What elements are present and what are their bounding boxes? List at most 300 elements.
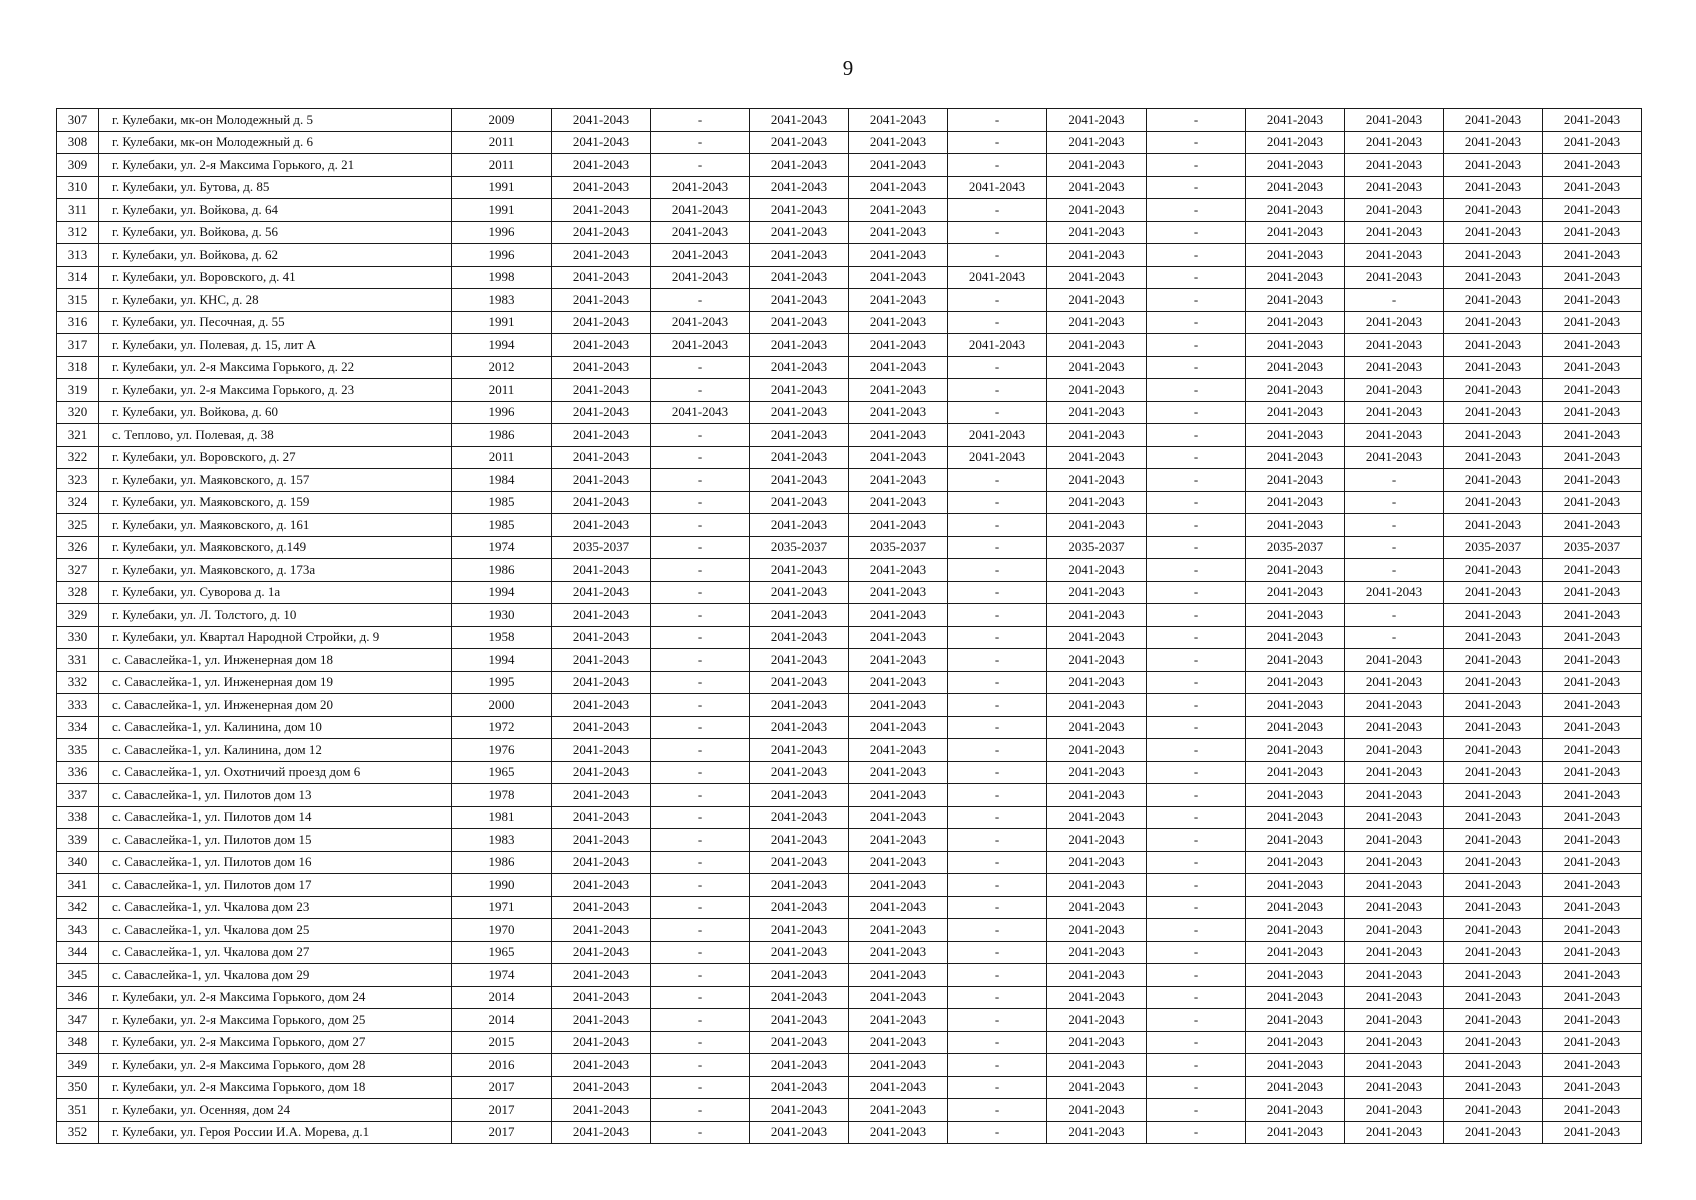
period-cell-10: 2041-2043 [1444, 446, 1543, 469]
period-cell-4: 2041-2043 [849, 401, 948, 424]
period-cell-2: - [651, 491, 750, 514]
period-cell-9: - [1345, 536, 1444, 559]
period-cell-7: - [1147, 379, 1246, 402]
period-cell-10: 2041-2043 [1444, 154, 1543, 177]
period-cell-3: 2041-2043 [750, 626, 849, 649]
period-cell-9: 2041-2043 [1345, 1076, 1444, 1099]
period-cell-9: 2041-2043 [1345, 694, 1444, 717]
period-cell-6: 2041-2043 [1047, 626, 1147, 649]
period-cell-5: - [948, 131, 1047, 154]
period-cell-1: 2041-2043 [552, 221, 651, 244]
period-cell-1: 2041-2043 [552, 559, 651, 582]
period-cell-10: 2041-2043 [1444, 1054, 1543, 1077]
period-cell-3: 2041-2043 [750, 356, 849, 379]
period-cell-2: - [651, 1031, 750, 1054]
period-cell-1: 2041-2043 [552, 514, 651, 537]
year-built-cell: 2014 [452, 1009, 552, 1032]
period-cell-10: 2041-2043 [1444, 356, 1543, 379]
row-number-cell: 341 [57, 874, 99, 897]
address-cell: г. Кулебаки, ул. 2-я Максима Горького, д. 23 [99, 379, 452, 402]
period-cell-8: 2041-2043 [1246, 356, 1345, 379]
period-cell-9: - [1345, 626, 1444, 649]
period-cell-7: - [1147, 469, 1246, 492]
period-cell-7: - [1147, 896, 1246, 919]
period-cell-4: 2041-2043 [849, 761, 948, 784]
year-built-cell: 2011 [452, 154, 552, 177]
period-cell-6: 2041-2043 [1047, 694, 1147, 717]
period-cell-3: 2041-2043 [750, 896, 849, 919]
row-number-cell: 344 [57, 941, 99, 964]
period-cell-1: 2041-2043 [552, 964, 651, 987]
table-row [57, 356, 1642, 379]
period-cell-7: - [1147, 581, 1246, 604]
period-cell-9: 2041-2043 [1345, 244, 1444, 267]
period-cell-11: 2041-2043 [1543, 131, 1642, 154]
period-cell-8: 2041-2043 [1246, 469, 1345, 492]
period-cell-1: 2041-2043 [552, 851, 651, 874]
period-cell-2: - [651, 1009, 750, 1032]
period-cell-7: - [1147, 1054, 1246, 1077]
period-cell-5: - [948, 536, 1047, 559]
period-cell-2: - [651, 1099, 750, 1122]
row-number-cell: 346 [57, 986, 99, 1009]
table-row [57, 514, 1642, 537]
period-cell-3: 2041-2043 [750, 199, 849, 222]
year-built-cell: 1970 [452, 919, 552, 942]
period-cell-4: 2041-2043 [849, 424, 948, 447]
row-number-cell: 338 [57, 806, 99, 829]
period-cell-1: 2041-2043 [552, 761, 651, 784]
period-cell-11: 2041-2043 [1543, 919, 1642, 942]
period-cell-2: - [651, 289, 750, 312]
address-cell: с. Саваслейка-1, ул. Инженерная дом 19 [99, 671, 452, 694]
period-cell-11: 2041-2043 [1543, 671, 1642, 694]
period-cell-1: 2041-2043 [552, 1099, 651, 1122]
period-cell-9: 2041-2043 [1345, 176, 1444, 199]
period-cell-3: 2041-2043 [750, 514, 849, 537]
period-cell-8: 2041-2043 [1246, 446, 1345, 469]
address-cell: г. Кулебаки, ул. Суворова д. 1а [99, 581, 452, 604]
period-cell-8: 2041-2043 [1246, 131, 1345, 154]
period-cell-7: - [1147, 1009, 1246, 1032]
table-body [57, 109, 1642, 1144]
period-cell-6: 2041-2043 [1047, 424, 1147, 447]
period-cell-2: - [651, 671, 750, 694]
period-cell-6: 2041-2043 [1047, 716, 1147, 739]
period-cell-11: 2041-2043 [1543, 874, 1642, 897]
period-cell-9: - [1345, 514, 1444, 537]
period-cell-7: - [1147, 289, 1246, 312]
period-cell-11: 2041-2043 [1543, 109, 1642, 132]
period-cell-3: 2041-2043 [750, 221, 849, 244]
period-cell-6: 2041-2043 [1047, 896, 1147, 919]
period-cell-7: - [1147, 491, 1246, 514]
year-built-cell: 1978 [452, 784, 552, 807]
period-cell-7: - [1147, 424, 1246, 447]
period-cell-8: 2041-2043 [1246, 941, 1345, 964]
period-cell-6: 2041-2043 [1047, 334, 1147, 357]
address-cell: г. Кулебаки, ул. Воровского, д. 41 [99, 266, 452, 289]
period-cell-6: 2041-2043 [1047, 874, 1147, 897]
period-cell-3: 2041-2043 [750, 1099, 849, 1122]
period-cell-9: 2041-2043 [1345, 334, 1444, 357]
address-cell: с. Саваслейка-1, ул. Пилотов дом 14 [99, 806, 452, 829]
period-cell-6: 2041-2043 [1047, 266, 1147, 289]
year-built-cell: 1998 [452, 266, 552, 289]
period-cell-11: 2041-2043 [1543, 784, 1642, 807]
period-cell-2: - [651, 131, 750, 154]
period-cell-9: 2041-2043 [1345, 581, 1444, 604]
year-built-cell: 1996 [452, 401, 552, 424]
period-cell-11: 2041-2043 [1543, 289, 1642, 312]
period-cell-9: 2041-2043 [1345, 424, 1444, 447]
period-cell-4: 2035-2037 [849, 536, 948, 559]
period-cell-10: 2041-2043 [1444, 469, 1543, 492]
year-built-cell: 1995 [452, 671, 552, 694]
period-cell-8: 2041-2043 [1246, 244, 1345, 267]
row-number-cell: 320 [57, 401, 99, 424]
period-cell-9: 2041-2043 [1345, 1009, 1444, 1032]
row-number-cell: 309 [57, 154, 99, 177]
period-cell-5: - [948, 1031, 1047, 1054]
period-cell-10: 2041-2043 [1444, 626, 1543, 649]
table-row [57, 694, 1642, 717]
period-cell-10: 2041-2043 [1444, 131, 1543, 154]
period-cell-5: 2041-2043 [948, 424, 1047, 447]
period-cell-3: 2041-2043 [750, 806, 849, 829]
period-cell-10: 2041-2043 [1444, 896, 1543, 919]
period-cell-9: 2041-2043 [1345, 784, 1444, 807]
period-cell-10: 2041-2043 [1444, 1009, 1543, 1032]
period-cell-1: 2041-2043 [552, 356, 651, 379]
period-cell-1: 2041-2043 [552, 649, 651, 672]
period-cell-4: 2041-2043 [849, 941, 948, 964]
address-cell: г. Кулебаки, ул. Воровского, д. 27 [99, 446, 452, 469]
period-cell-10: 2041-2043 [1444, 401, 1543, 424]
period-cell-2: - [651, 1076, 750, 1099]
period-cell-1: 2041-2043 [552, 446, 651, 469]
period-cell-3: 2041-2043 [750, 919, 849, 942]
period-cell-9: 2041-2043 [1345, 941, 1444, 964]
year-built-cell: 2017 [452, 1121, 552, 1144]
table-row [57, 176, 1642, 199]
period-cell-1: 2041-2043 [552, 626, 651, 649]
table-row [57, 716, 1642, 739]
period-cell-4: 2041-2043 [849, 1076, 948, 1099]
period-cell-5: - [948, 1076, 1047, 1099]
period-cell-5: - [948, 784, 1047, 807]
period-cell-6: 2041-2043 [1047, 784, 1147, 807]
address-cell: г. Кулебаки, мк-он Молодежный д. 6 [99, 131, 452, 154]
period-cell-10: 2041-2043 [1444, 1076, 1543, 1099]
period-cell-4: 2041-2043 [849, 829, 948, 852]
period-cell-3: 2041-2043 [750, 446, 849, 469]
period-cell-3: 2041-2043 [750, 604, 849, 627]
row-number-cell: 340 [57, 851, 99, 874]
period-cell-11: 2035-2037 [1543, 536, 1642, 559]
period-cell-6: 2041-2043 [1047, 1031, 1147, 1054]
period-cell-4: 2041-2043 [849, 1099, 948, 1122]
period-cell-2: - [651, 154, 750, 177]
period-cell-8: 2041-2043 [1246, 491, 1345, 514]
address-cell: г. Кулебаки, ул. 2-я Максима Горького, дом 27 [99, 1031, 452, 1054]
period-cell-6: 2041-2043 [1047, 581, 1147, 604]
period-cell-10: 2041-2043 [1444, 829, 1543, 852]
period-cell-3: 2041-2043 [750, 964, 849, 987]
period-cell-11: 2041-2043 [1543, 649, 1642, 672]
period-cell-8: 2041-2043 [1246, 401, 1345, 424]
period-cell-11: 2041-2043 [1543, 446, 1642, 469]
table-row [57, 446, 1642, 469]
period-cell-9: 2041-2043 [1345, 806, 1444, 829]
period-cell-4: 2041-2043 [849, 716, 948, 739]
period-cell-5: - [948, 626, 1047, 649]
address-cell: с. Саваслейка-1, ул. Чкалова дом 29 [99, 964, 452, 987]
period-cell-5: - [948, 851, 1047, 874]
period-cell-9: 2041-2043 [1345, 266, 1444, 289]
period-cell-4: 2041-2043 [849, 581, 948, 604]
period-cell-3: 2041-2043 [750, 761, 849, 784]
period-cell-5: - [948, 761, 1047, 784]
period-cell-4: 2041-2043 [849, 671, 948, 694]
period-cell-10: 2041-2043 [1444, 851, 1543, 874]
period-cell-11: 2041-2043 [1543, 221, 1642, 244]
table-row [57, 626, 1642, 649]
period-cell-4: 2041-2043 [849, 986, 948, 1009]
period-cell-8: 2041-2043 [1246, 1031, 1345, 1054]
period-cell-7: - [1147, 649, 1246, 672]
period-cell-1: 2041-2043 [552, 1054, 651, 1077]
period-cell-1: 2041-2043 [552, 491, 651, 514]
row-number-cell: 331 [57, 649, 99, 672]
period-cell-8: 2041-2043 [1246, 874, 1345, 897]
period-cell-1: 2041-2043 [552, 154, 651, 177]
year-built-cell: 1958 [452, 626, 552, 649]
row-number-cell: 337 [57, 784, 99, 807]
period-cell-3: 2041-2043 [750, 424, 849, 447]
period-cell-1: 2041-2043 [552, 806, 651, 829]
period-cell-8: 2041-2043 [1246, 199, 1345, 222]
period-cell-11: 2041-2043 [1543, 154, 1642, 177]
period-cell-6: 2041-2043 [1047, 829, 1147, 852]
period-cell-6: 2041-2043 [1047, 289, 1147, 312]
period-cell-5: - [948, 604, 1047, 627]
period-cell-2: - [651, 514, 750, 537]
period-cell-7: - [1147, 131, 1246, 154]
year-built-cell: 2015 [452, 1031, 552, 1054]
address-cell: с. Саваслейка-1, ул. Калинина, дом 12 [99, 739, 452, 762]
period-cell-6: 2041-2043 [1047, 131, 1147, 154]
year-built-cell: 2017 [452, 1099, 552, 1122]
address-cell: г. Кулебаки, ул. Войкова, д. 60 [99, 401, 452, 424]
period-cell-7: - [1147, 626, 1246, 649]
period-cell-3: 2035-2037 [750, 536, 849, 559]
table-row [57, 266, 1642, 289]
address-cell: с. Саваслейка-1, ул. Пилотов дом 16 [99, 851, 452, 874]
table-row [57, 671, 1642, 694]
period-cell-4: 2041-2043 [849, 851, 948, 874]
year-built-cell: 1971 [452, 896, 552, 919]
period-cell-2: 2041-2043 [651, 176, 750, 199]
period-cell-11: 2041-2043 [1543, 311, 1642, 334]
row-number-cell: 311 [57, 199, 99, 222]
period-cell-11: 2041-2043 [1543, 469, 1642, 492]
period-cell-5: - [948, 356, 1047, 379]
period-cell-5: 2041-2043 [948, 446, 1047, 469]
period-cell-6: 2041-2043 [1047, 1076, 1147, 1099]
table-row [57, 199, 1642, 222]
period-cell-6: 2041-2043 [1047, 514, 1147, 537]
table-row [57, 401, 1642, 424]
row-number-cell: 348 [57, 1031, 99, 1054]
period-cell-10: 2041-2043 [1444, 289, 1543, 312]
period-cell-9: 2041-2043 [1345, 761, 1444, 784]
address-cell: г. Кулебаки, ул. Маяковского, д. 159 [99, 491, 452, 514]
period-cell-7: - [1147, 784, 1246, 807]
period-cell-8: 2041-2043 [1246, 559, 1345, 582]
period-cell-1: 2041-2043 [552, 941, 651, 964]
period-cell-10: 2041-2043 [1444, 266, 1543, 289]
period-cell-10: 2041-2043 [1444, 964, 1543, 987]
period-cell-7: - [1147, 266, 1246, 289]
period-cell-6: 2041-2043 [1047, 964, 1147, 987]
period-cell-10: 2041-2043 [1444, 604, 1543, 627]
period-cell-3: 2041-2043 [750, 649, 849, 672]
period-cell-3: 2041-2043 [750, 829, 849, 852]
period-cell-7: - [1147, 221, 1246, 244]
period-cell-2: - [651, 446, 750, 469]
year-built-cell: 1976 [452, 739, 552, 762]
row-number-cell: 327 [57, 559, 99, 582]
period-cell-6: 2041-2043 [1047, 356, 1147, 379]
period-cell-3: 2041-2043 [750, 131, 849, 154]
period-cell-11: 2041-2043 [1543, 199, 1642, 222]
period-cell-2: - [651, 919, 750, 942]
period-cell-1: 2041-2043 [552, 401, 651, 424]
period-cell-8: 2041-2043 [1246, 986, 1345, 1009]
row-number-cell: 329 [57, 604, 99, 627]
period-cell-9: 2041-2043 [1345, 311, 1444, 334]
period-cell-7: - [1147, 739, 1246, 762]
period-cell-11: 2041-2043 [1543, 1076, 1642, 1099]
period-cell-1: 2041-2043 [552, 739, 651, 762]
period-cell-8: 2041-2043 [1246, 964, 1345, 987]
period-cell-5: - [948, 581, 1047, 604]
address-cell: г. Кулебаки, ул. Маяковского, д. 173а [99, 559, 452, 582]
period-cell-7: - [1147, 761, 1246, 784]
period-cell-4: 2041-2043 [849, 919, 948, 942]
period-cell-4: 2041-2043 [849, 896, 948, 919]
row-number-cell: 333 [57, 694, 99, 717]
period-cell-5: - [948, 469, 1047, 492]
table-row [57, 851, 1642, 874]
period-cell-10: 2041-2043 [1444, 694, 1543, 717]
period-cell-5: - [948, 649, 1047, 672]
period-cell-7: - [1147, 1076, 1246, 1099]
period-cell-10: 2041-2043 [1444, 559, 1543, 582]
period-cell-6: 2041-2043 [1047, 109, 1147, 132]
table-row [57, 424, 1642, 447]
address-cell: г. Кулебаки, ул. Квартал Народной Стройки, д. 9 [99, 626, 452, 649]
table-row [57, 131, 1642, 154]
year-built-cell: 1985 [452, 491, 552, 514]
row-number-cell: 316 [57, 311, 99, 334]
year-built-cell: 2011 [452, 446, 552, 469]
year-built-cell: 1994 [452, 649, 552, 672]
year-built-cell: 1983 [452, 829, 552, 852]
period-cell-9: 2041-2043 [1345, 986, 1444, 1009]
period-cell-9: 2041-2043 [1345, 1031, 1444, 1054]
period-cell-9: 2041-2043 [1345, 109, 1444, 132]
table-row [57, 1009, 1642, 1032]
year-built-cell: 1994 [452, 334, 552, 357]
period-cell-9: 2041-2043 [1345, 739, 1444, 762]
row-number-cell: 352 [57, 1121, 99, 1144]
period-cell-10: 2041-2043 [1444, 806, 1543, 829]
period-cell-8: 2041-2043 [1246, 109, 1345, 132]
period-cell-11: 2041-2043 [1543, 379, 1642, 402]
period-cell-2: - [651, 469, 750, 492]
period-cell-4: 2041-2043 [849, 199, 948, 222]
period-cell-2: - [651, 964, 750, 987]
row-number-cell: 330 [57, 626, 99, 649]
period-cell-11: 2041-2043 [1543, 986, 1642, 1009]
row-number-cell: 351 [57, 1099, 99, 1122]
period-cell-1: 2041-2043 [552, 424, 651, 447]
period-cell-2: - [651, 694, 750, 717]
period-cell-4: 2041-2043 [849, 964, 948, 987]
period-cell-6: 2041-2043 [1047, 919, 1147, 942]
period-cell-11: 2041-2043 [1543, 964, 1642, 987]
period-cell-7: - [1147, 941, 1246, 964]
period-cell-1: 2041-2043 [552, 1121, 651, 1144]
period-cell-11: 2041-2043 [1543, 334, 1642, 357]
period-cell-5: - [948, 739, 1047, 762]
year-built-cell: 1996 [452, 244, 552, 267]
table-row [57, 221, 1642, 244]
period-cell-10: 2041-2043 [1444, 424, 1543, 447]
row-number-cell: 336 [57, 761, 99, 784]
period-cell-9: - [1345, 289, 1444, 312]
period-cell-7: - [1147, 514, 1246, 537]
period-cell-2: - [651, 829, 750, 852]
period-cell-4: 2041-2043 [849, 649, 948, 672]
period-cell-2: - [651, 559, 750, 582]
period-cell-3: 2041-2043 [750, 941, 849, 964]
period-cell-3: 2041-2043 [750, 469, 849, 492]
period-cell-7: - [1147, 806, 1246, 829]
year-built-cell: 1991 [452, 199, 552, 222]
page-number: 9 [842, 56, 854, 80]
period-cell-6: 2041-2043 [1047, 559, 1147, 582]
period-cell-4: 2041-2043 [849, 559, 948, 582]
row-number-cell: 322 [57, 446, 99, 469]
period-cell-5: - [948, 1009, 1047, 1032]
period-cell-7: - [1147, 874, 1246, 897]
period-cell-9: 2041-2043 [1345, 649, 1444, 672]
period-cell-5: - [948, 964, 1047, 987]
period-cell-1: 2041-2043 [552, 334, 651, 357]
period-cell-3: 2041-2043 [750, 1054, 849, 1077]
period-cell-8: 2041-2043 [1246, 1121, 1345, 1144]
row-number-cell: 310 [57, 176, 99, 199]
table-row [57, 964, 1642, 987]
period-cell-2: - [651, 941, 750, 964]
period-cell-10: 2041-2043 [1444, 176, 1543, 199]
row-number-cell: 332 [57, 671, 99, 694]
year-built-cell: 1974 [452, 964, 552, 987]
period-cell-5: - [948, 986, 1047, 1009]
